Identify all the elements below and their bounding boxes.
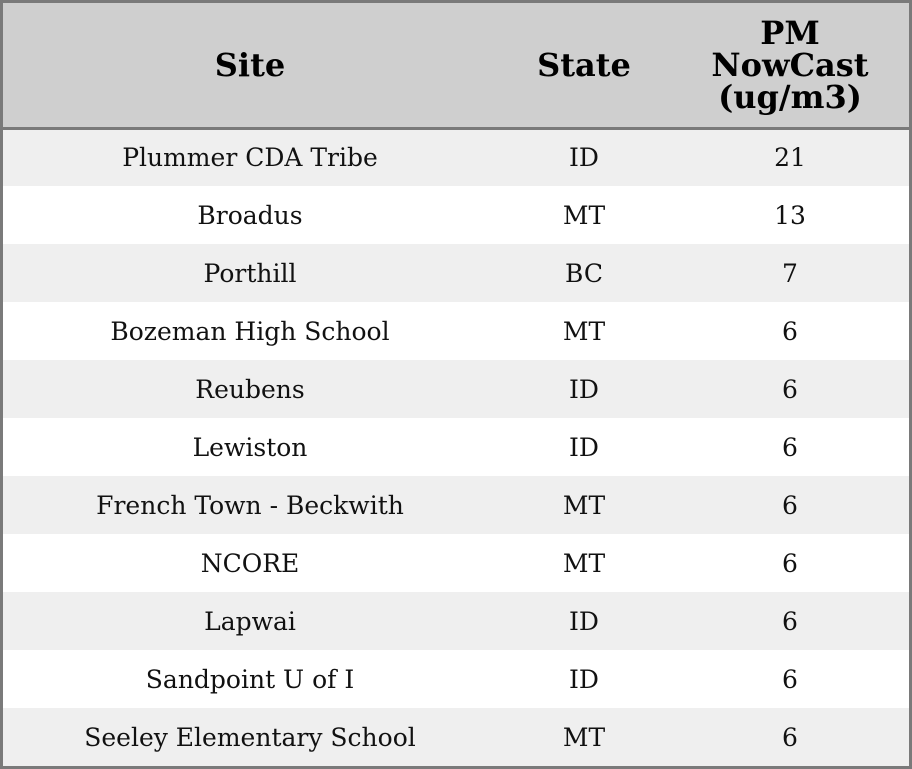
- header-pm-nowcast: [671, 3, 909, 128]
- table-row: [3, 418, 909, 476]
- cell-site: Broadus: [197, 200, 303, 230]
- cell-pm-nowcast: 6: [782, 374, 798, 404]
- cell-state: MT: [562, 316, 606, 346]
- table-header: [3, 3, 909, 128]
- table-row: [3, 128, 909, 186]
- cell-site: Lewiston: [192, 432, 308, 462]
- cell-pm-nowcast: 6: [782, 316, 798, 346]
- header-site: Site: [3, 3, 497, 128]
- cell-pm-nowcast: 7: [782, 258, 798, 288]
- cell-state: MT: [562, 200, 606, 230]
- cell-state: MT: [562, 490, 606, 520]
- header-state: State: [497, 3, 671, 128]
- table-row: [3, 592, 909, 650]
- cell-site: Porthill: [203, 258, 297, 288]
- cell-pm-nowcast: 6: [782, 548, 798, 578]
- cell-pm-nowcast: 6: [782, 664, 798, 694]
- cell-site: Seeley Elementary School: [84, 722, 416, 752]
- table-body: [3, 128, 909, 766]
- header-row: [3, 3, 909, 128]
- cell-pm-nowcast: 21: [774, 143, 806, 173]
- table-row: [3, 708, 909, 766]
- cell-state: ID: [569, 143, 599, 173]
- table-row: [3, 650, 909, 708]
- cell-site: Sandpoint U of I: [145, 664, 355, 694]
- cell-site: Lapwai: [204, 606, 296, 636]
- cell-state: ID: [569, 606, 599, 636]
- cell-pm-nowcast: 6: [782, 606, 798, 636]
- header-pm-nowcast-line-1: PM: [760, 13, 820, 52]
- cell-site: Reubens: [195, 374, 305, 404]
- cell-pm-nowcast: 6: [782, 490, 798, 520]
- cell-state: MT: [562, 548, 606, 578]
- table-row: [3, 534, 909, 592]
- header-pm-nowcast-line-2: NowCast: [711, 45, 869, 84]
- header-pm-nowcast-line-3: (ug/m3): [718, 77, 862, 116]
- cell-pm-nowcast: 6: [782, 432, 798, 462]
- table-row: [3, 186, 909, 244]
- cell-state: BC: [565, 258, 603, 288]
- cell-pm-nowcast: 6: [782, 722, 798, 752]
- table-row: [3, 360, 909, 418]
- cell-site: Bozeman High School: [110, 316, 390, 346]
- cell-pm-nowcast: 13: [774, 200, 806, 230]
- cell-state: ID: [569, 432, 599, 462]
- cell-site: French Town - Beckwith: [96, 490, 404, 520]
- table-row: [3, 244, 909, 302]
- cell-site: Plummer CDA Tribe: [122, 143, 378, 173]
- cell-state: MT: [562, 722, 606, 752]
- cell-state: ID: [569, 664, 599, 694]
- pm-nowcast-table: [3, 3, 909, 766]
- table-row: [3, 302, 909, 360]
- cell-site: NCORE: [200, 548, 300, 578]
- table-row: [3, 476, 909, 534]
- cell-state: ID: [569, 374, 599, 404]
